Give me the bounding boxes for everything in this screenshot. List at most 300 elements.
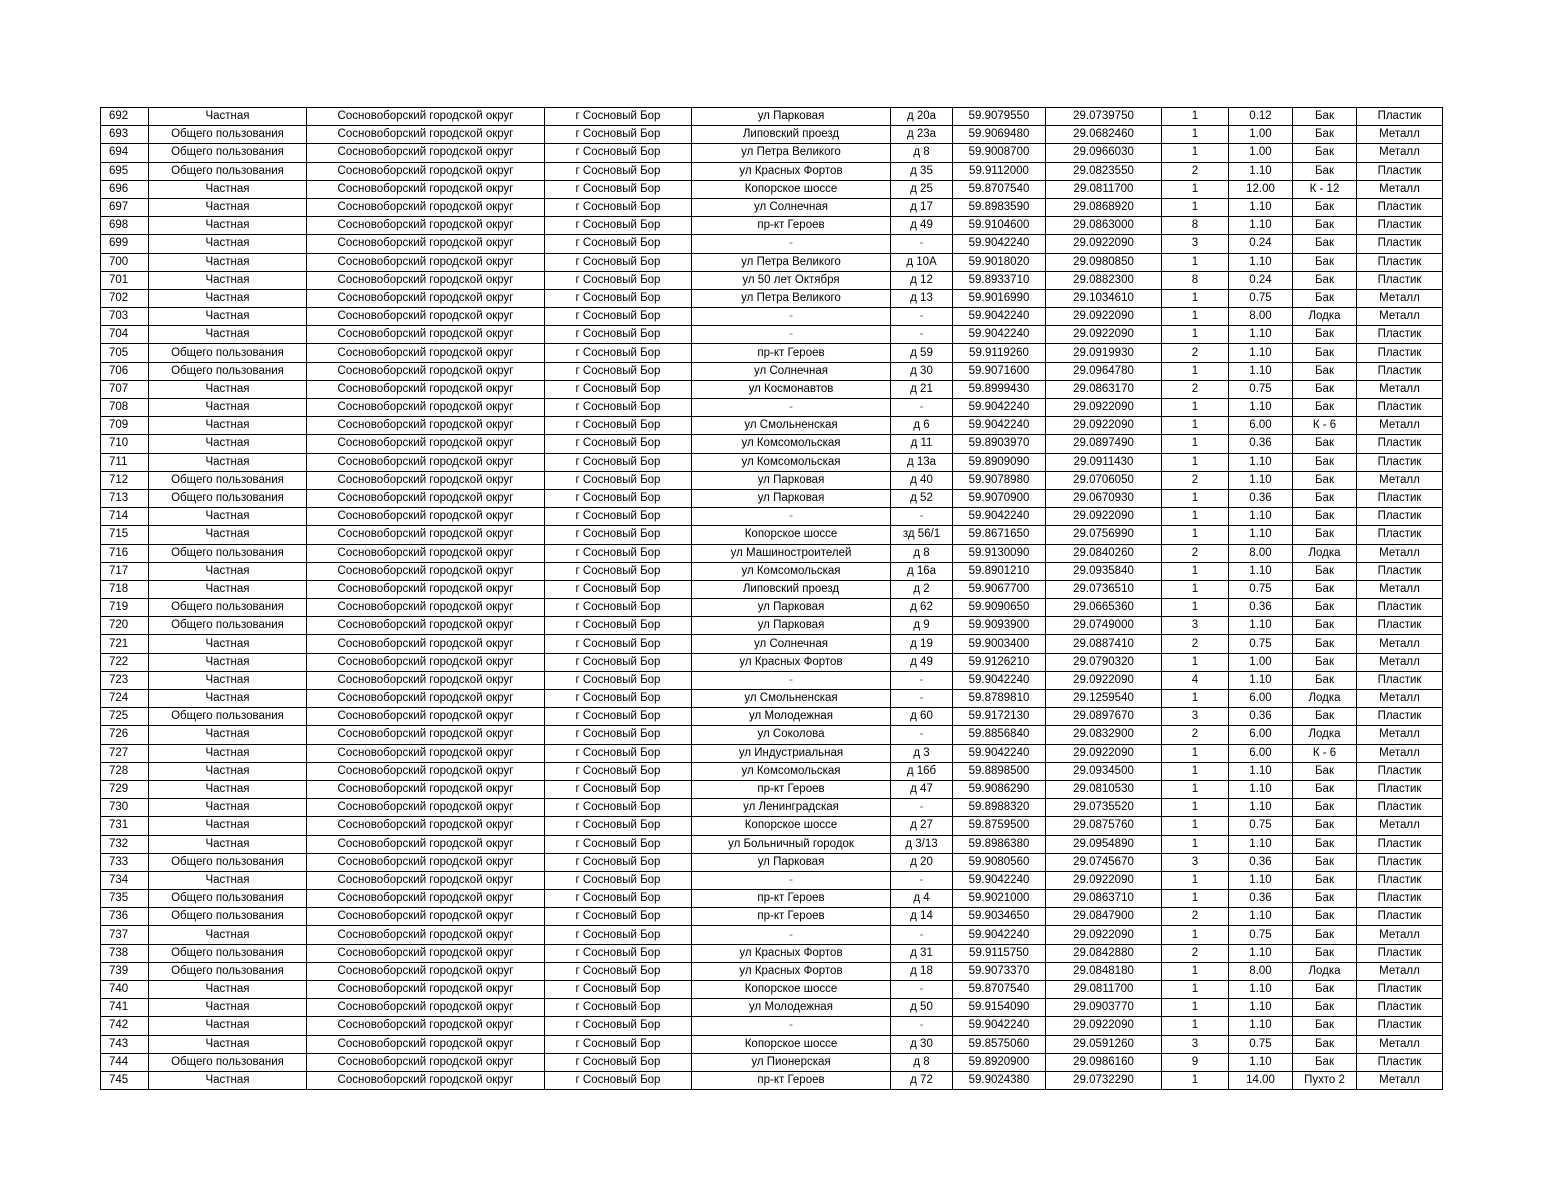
cell-latitude: 59.9042240 bbox=[953, 926, 1046, 944]
cell-container-count: 3 bbox=[1162, 1035, 1229, 1053]
cell-container-count: 1 bbox=[1162, 108, 1229, 126]
table-row bbox=[101, 962, 1443, 980]
cell-material: Металл bbox=[1357, 744, 1443, 762]
cell-volume: 1.10 bbox=[1229, 780, 1293, 798]
cell-settlement: г Сосновый Бор bbox=[545, 762, 692, 780]
cell-municipality: Сосновоборский городской округ bbox=[307, 508, 545, 526]
cell-longitude: 29.0966030 bbox=[1046, 144, 1162, 162]
cell-container-type: Бак bbox=[1293, 344, 1357, 362]
cell-row-number: 745 bbox=[101, 1071, 149, 1089]
cell-municipality: Сосновоборский городской округ bbox=[307, 108, 545, 126]
cell-material: Пластик bbox=[1357, 326, 1443, 344]
cell-street: - bbox=[692, 926, 891, 944]
cell-longitude: 29.0863170 bbox=[1046, 380, 1162, 398]
cell-ownership: Частная bbox=[149, 108, 307, 126]
cell-longitude: 29.0745670 bbox=[1046, 853, 1162, 871]
cell-ownership: Частная bbox=[149, 1071, 307, 1089]
cell-row-number: 718 bbox=[101, 580, 149, 598]
cell-ownership: Частная bbox=[149, 726, 307, 744]
cell-settlement: г Сосновый Бор bbox=[545, 635, 692, 653]
table-row bbox=[101, 744, 1443, 762]
cell-municipality: Сосновоборский городской округ bbox=[307, 799, 545, 817]
cell-settlement: г Сосновый Бор bbox=[545, 362, 692, 380]
cell-street: ул Пионерская bbox=[692, 1053, 891, 1071]
cell-municipality: Сосновоборский городской округ bbox=[307, 217, 545, 235]
cell-material: Пластик bbox=[1357, 453, 1443, 471]
cell-longitude: 29.0875760 bbox=[1046, 817, 1162, 835]
cell-street: - bbox=[692, 671, 891, 689]
cell-row-number: 744 bbox=[101, 1053, 149, 1071]
cell-house: д 3 bbox=[891, 744, 953, 762]
cell-settlement: г Сосновый Бор bbox=[545, 926, 692, 944]
cell-ownership: Частная bbox=[149, 981, 307, 999]
cell-material: Металл bbox=[1357, 1035, 1443, 1053]
cell-municipality: Сосновоборский городской округ bbox=[307, 126, 545, 144]
table-row bbox=[101, 617, 1443, 635]
cell-municipality: Сосновоборский городской округ bbox=[307, 471, 545, 489]
cell-container-count: 1 bbox=[1162, 562, 1229, 580]
cell-municipality: Сосновоборский городской округ bbox=[307, 253, 545, 271]
cell-longitude: 29.0665360 bbox=[1046, 599, 1162, 617]
cell-volume: 1.10 bbox=[1229, 471, 1293, 489]
cell-house: - bbox=[891, 1017, 953, 1035]
cell-row-number: 732 bbox=[101, 835, 149, 853]
cell-container-type: Бак bbox=[1293, 508, 1357, 526]
cell-settlement: г Сосновый Бор bbox=[545, 1035, 692, 1053]
cell-row-number: 720 bbox=[101, 617, 149, 635]
cell-ownership: Частная bbox=[149, 744, 307, 762]
cell-material: Пластик bbox=[1357, 671, 1443, 689]
cell-row-number: 693 bbox=[101, 126, 149, 144]
cell-house: д 8 bbox=[891, 1053, 953, 1071]
cell-ownership: Частная bbox=[149, 180, 307, 198]
cell-longitude: 29.0986160 bbox=[1046, 1053, 1162, 1071]
cell-volume: 1.10 bbox=[1229, 1053, 1293, 1071]
cell-volume: 1.10 bbox=[1229, 981, 1293, 999]
cell-material: Пластик bbox=[1357, 617, 1443, 635]
cell-house: д 9 bbox=[891, 617, 953, 635]
cell-row-number: 722 bbox=[101, 653, 149, 671]
cell-latitude: 59.9042240 bbox=[953, 508, 1046, 526]
cell-ownership: Частная bbox=[149, 762, 307, 780]
cell-container-count: 1 bbox=[1162, 289, 1229, 307]
table-row bbox=[101, 981, 1443, 999]
cell-settlement: г Сосновый Бор bbox=[545, 399, 692, 417]
cell-street: ул Парковая bbox=[692, 489, 891, 507]
cell-longitude: 29.0810530 bbox=[1046, 780, 1162, 798]
cell-ownership: Общего пользования bbox=[149, 344, 307, 362]
table-row bbox=[101, 526, 1443, 544]
cell-municipality: Сосновоборский городской округ bbox=[307, 362, 545, 380]
cell-latitude: 59.9130090 bbox=[953, 544, 1046, 562]
cell-house: д 8 bbox=[891, 144, 953, 162]
cell-longitude: 29.0756990 bbox=[1046, 526, 1162, 544]
cell-container-type: Бак bbox=[1293, 489, 1357, 507]
cell-volume: 0.36 bbox=[1229, 489, 1293, 507]
cell-row-number: 725 bbox=[101, 708, 149, 726]
cell-latitude: 59.9172130 bbox=[953, 708, 1046, 726]
table-row bbox=[101, 871, 1443, 889]
cell-house: д 59 bbox=[891, 344, 953, 362]
cell-volume: 1.10 bbox=[1229, 526, 1293, 544]
cell-material: Пластик bbox=[1357, 599, 1443, 617]
table-body bbox=[101, 108, 1443, 1090]
cell-settlement: г Сосновый Бор bbox=[545, 508, 692, 526]
cell-longitude: 29.0706050 bbox=[1046, 471, 1162, 489]
cell-volume: 6.00 bbox=[1229, 726, 1293, 744]
cell-latitude: 59.9070900 bbox=[953, 489, 1046, 507]
cell-street: пр-кт Героев bbox=[692, 780, 891, 798]
table-row bbox=[101, 180, 1443, 198]
cell-latitude: 59.8707540 bbox=[953, 981, 1046, 999]
cell-volume: 12.00 bbox=[1229, 180, 1293, 198]
cell-row-number: 695 bbox=[101, 162, 149, 180]
cell-volume: 1.10 bbox=[1229, 344, 1293, 362]
cell-street: пр-кт Героев bbox=[692, 890, 891, 908]
cell-material: Пластик bbox=[1357, 981, 1443, 999]
cell-longitude: 29.0954890 bbox=[1046, 835, 1162, 853]
cell-container-count: 1 bbox=[1162, 926, 1229, 944]
cell-longitude: 29.0911430 bbox=[1046, 453, 1162, 471]
cell-ownership: Общего пользования bbox=[149, 599, 307, 617]
cell-row-number: 697 bbox=[101, 198, 149, 216]
table-row bbox=[101, 271, 1443, 289]
cell-longitude: 29.1259540 bbox=[1046, 690, 1162, 708]
cell-street: ул Петра Великого bbox=[692, 253, 891, 271]
cell-latitude: 59.9034650 bbox=[953, 908, 1046, 926]
cell-settlement: г Сосновый Бор bbox=[545, 417, 692, 435]
cell-row-number: 699 bbox=[101, 235, 149, 253]
cell-settlement: г Сосновый Бор bbox=[545, 744, 692, 762]
cell-volume: 0.36 bbox=[1229, 435, 1293, 453]
cell-ownership: Общего пользования bbox=[149, 890, 307, 908]
cell-container-type: К - 12 bbox=[1293, 180, 1357, 198]
cell-house: - bbox=[891, 508, 953, 526]
cell-ownership: Общего пользования bbox=[149, 908, 307, 926]
cell-row-number: 710 bbox=[101, 435, 149, 453]
cell-municipality: Сосновоборский городской округ bbox=[307, 162, 545, 180]
cell-municipality: Сосновоборский городской округ bbox=[307, 962, 545, 980]
cell-settlement: г Сосновый Бор bbox=[545, 799, 692, 817]
cell-street: пр-кт Героев bbox=[692, 344, 891, 362]
table-row bbox=[101, 817, 1443, 835]
cell-container-type: Бак bbox=[1293, 526, 1357, 544]
cell-ownership: Общего пользования bbox=[149, 962, 307, 980]
cell-house: д 62 bbox=[891, 599, 953, 617]
cell-municipality: Сосновоборский городской округ bbox=[307, 981, 545, 999]
cell-ownership: Частная bbox=[149, 217, 307, 235]
cell-settlement: г Сосновый Бор bbox=[545, 871, 692, 889]
cell-row-number: 704 bbox=[101, 326, 149, 344]
cell-street: Копорское шоссе bbox=[692, 817, 891, 835]
cell-longitude: 29.0980850 bbox=[1046, 253, 1162, 271]
cell-material: Пластик bbox=[1357, 235, 1443, 253]
cell-house: - bbox=[891, 799, 953, 817]
cell-municipality: Сосновоборский городской округ bbox=[307, 417, 545, 435]
cell-house: д 50 bbox=[891, 999, 953, 1017]
cell-volume: 0.36 bbox=[1229, 708, 1293, 726]
cell-container-count: 2 bbox=[1162, 471, 1229, 489]
cell-settlement: г Сосновый Бор bbox=[545, 1053, 692, 1071]
cell-row-number: 731 bbox=[101, 817, 149, 835]
cell-ownership: Частная bbox=[149, 380, 307, 398]
cell-settlement: г Сосновый Бор bbox=[545, 671, 692, 689]
cell-container-type: Бак bbox=[1293, 599, 1357, 617]
cell-row-number: 698 bbox=[101, 217, 149, 235]
cell-latitude: 59.9093900 bbox=[953, 617, 1046, 635]
cell-row-number: 692 bbox=[101, 108, 149, 126]
cell-settlement: г Сосновый Бор bbox=[545, 1017, 692, 1035]
cell-ownership: Общего пользования bbox=[149, 471, 307, 489]
cell-volume: 1.10 bbox=[1229, 671, 1293, 689]
cell-longitude: 29.0863000 bbox=[1046, 217, 1162, 235]
cell-ownership: Частная bbox=[149, 289, 307, 307]
cell-container-type: Лодка bbox=[1293, 544, 1357, 562]
cell-ownership: Общего пользования bbox=[149, 489, 307, 507]
cell-container-type: Бак bbox=[1293, 890, 1357, 908]
cell-latitude: 59.9042240 bbox=[953, 1017, 1046, 1035]
cell-container-type: Бак bbox=[1293, 671, 1357, 689]
cell-house: д 47 bbox=[891, 780, 953, 798]
cell-municipality: Сосновоборский городской округ bbox=[307, 708, 545, 726]
cell-row-number: 735 bbox=[101, 890, 149, 908]
cell-street: - bbox=[692, 508, 891, 526]
cell-volume: 1.10 bbox=[1229, 871, 1293, 889]
cell-municipality: Сосновоборский городской округ bbox=[307, 599, 545, 617]
cell-latitude: 59.9042240 bbox=[953, 235, 1046, 253]
cell-container-type: Бак bbox=[1293, 908, 1357, 926]
cell-street: ул Парковая bbox=[692, 599, 891, 617]
cell-house: д 3/13 bbox=[891, 835, 953, 853]
cell-house: д 21 bbox=[891, 380, 953, 398]
cell-latitude: 59.8933710 bbox=[953, 271, 1046, 289]
cell-municipality: Сосновоборский городской округ bbox=[307, 289, 545, 307]
table-row bbox=[101, 999, 1443, 1017]
cell-latitude: 59.9073370 bbox=[953, 962, 1046, 980]
cell-house: д 25 bbox=[891, 180, 953, 198]
cell-container-count: 1 bbox=[1162, 871, 1229, 889]
cell-container-count: 1 bbox=[1162, 962, 1229, 980]
table-row bbox=[101, 1071, 1443, 1089]
cell-volume: 1.10 bbox=[1229, 944, 1293, 962]
cell-row-number: 738 bbox=[101, 944, 149, 962]
cell-latitude: 59.9119260 bbox=[953, 344, 1046, 362]
cell-container-type: Лодка bbox=[1293, 726, 1357, 744]
cell-ownership: Частная bbox=[149, 271, 307, 289]
cell-row-number: 712 bbox=[101, 471, 149, 489]
cell-material: Пластик bbox=[1357, 799, 1443, 817]
cell-house: - bbox=[891, 871, 953, 889]
cell-settlement: г Сосновый Бор bbox=[545, 526, 692, 544]
cell-material: Пластик bbox=[1357, 908, 1443, 926]
cell-settlement: г Сосновый Бор bbox=[545, 217, 692, 235]
cell-row-number: 739 bbox=[101, 962, 149, 980]
cell-municipality: Сосновоборский городской округ bbox=[307, 235, 545, 253]
cell-row-number: 696 bbox=[101, 180, 149, 198]
cell-house: д 20а bbox=[891, 108, 953, 126]
cell-longitude: 29.0736510 bbox=[1046, 580, 1162, 598]
cell-container-type: Бак bbox=[1293, 944, 1357, 962]
cell-container-count: 1 bbox=[1162, 526, 1229, 544]
cell-material: Металл bbox=[1357, 726, 1443, 744]
cell-row-number: 727 bbox=[101, 744, 149, 762]
cell-street: Липовский проезд bbox=[692, 126, 891, 144]
cell-house: д 49 bbox=[891, 653, 953, 671]
cell-row-number: 713 bbox=[101, 489, 149, 507]
cell-material: Металл bbox=[1357, 962, 1443, 980]
cell-settlement: г Сосновый Бор bbox=[545, 308, 692, 326]
cell-volume: 0.75 bbox=[1229, 580, 1293, 598]
cell-latitude: 59.9115750 bbox=[953, 944, 1046, 962]
cell-latitude: 59.8988320 bbox=[953, 799, 1046, 817]
cell-longitude: 29.0591260 bbox=[1046, 1035, 1162, 1053]
cell-municipality: Сосновоборский городской округ bbox=[307, 835, 545, 853]
table-row bbox=[101, 453, 1443, 471]
cell-longitude: 29.0842880 bbox=[1046, 944, 1162, 962]
cell-volume: 0.75 bbox=[1229, 926, 1293, 944]
cell-volume: 1.10 bbox=[1229, 617, 1293, 635]
cell-material: Пластик bbox=[1357, 780, 1443, 798]
cell-ownership: Частная bbox=[149, 999, 307, 1017]
cell-ownership: Частная bbox=[149, 635, 307, 653]
cell-municipality: Сосновоборский городской округ bbox=[307, 999, 545, 1017]
cell-container-type: Бак bbox=[1293, 853, 1357, 871]
cell-street: ул Молодежная bbox=[692, 999, 891, 1017]
cell-latitude: 59.8671650 bbox=[953, 526, 1046, 544]
cell-container-count: 1 bbox=[1162, 198, 1229, 216]
cell-row-number: 741 bbox=[101, 999, 149, 1017]
cell-municipality: Сосновоборский городской округ bbox=[307, 562, 545, 580]
cell-house: д 13а bbox=[891, 453, 953, 471]
cell-container-type: Бак bbox=[1293, 926, 1357, 944]
cell-longitude: 29.0790320 bbox=[1046, 653, 1162, 671]
cell-ownership: Частная bbox=[149, 926, 307, 944]
cell-row-number: 703 bbox=[101, 308, 149, 326]
cell-container-count: 2 bbox=[1162, 726, 1229, 744]
table-row bbox=[101, 289, 1443, 307]
table-row bbox=[101, 726, 1443, 744]
table-row bbox=[101, 708, 1443, 726]
cell-settlement: г Сосновый Бор bbox=[545, 835, 692, 853]
cell-container-count: 1 bbox=[1162, 144, 1229, 162]
cell-volume: 0.75 bbox=[1229, 817, 1293, 835]
cell-material: Пластик bbox=[1357, 435, 1443, 453]
cell-ownership: Общего пользования bbox=[149, 362, 307, 380]
cell-street: ул Солнечная bbox=[692, 198, 891, 216]
cell-container-type: Бак bbox=[1293, 162, 1357, 180]
cell-row-number: 711 bbox=[101, 453, 149, 471]
cell-municipality: Сосновоборский городской округ bbox=[307, 871, 545, 889]
cell-ownership: Частная bbox=[149, 326, 307, 344]
cell-material: Пластик bbox=[1357, 253, 1443, 271]
cell-container-count: 1 bbox=[1162, 599, 1229, 617]
cell-street: ул Машиностроителей bbox=[692, 544, 891, 562]
cell-longitude: 29.0934500 bbox=[1046, 762, 1162, 780]
cell-house: д 16а bbox=[891, 562, 953, 580]
cell-row-number: 715 bbox=[101, 526, 149, 544]
cell-ownership: Частная bbox=[149, 780, 307, 798]
cell-container-count: 1 bbox=[1162, 508, 1229, 526]
cell-row-number: 716 bbox=[101, 544, 149, 562]
cell-municipality: Сосновоборский городской округ bbox=[307, 817, 545, 835]
cell-container-type: Бак bbox=[1293, 108, 1357, 126]
cell-container-type: Бак bbox=[1293, 580, 1357, 598]
cell-house: д 31 bbox=[891, 944, 953, 962]
cell-street: Копорское шоссе bbox=[692, 180, 891, 198]
table-row bbox=[101, 944, 1443, 962]
cell-longitude: 29.0922090 bbox=[1046, 235, 1162, 253]
cell-material: Пластик bbox=[1357, 1053, 1443, 1071]
cell-volume: 0.36 bbox=[1229, 890, 1293, 908]
cell-volume: 0.24 bbox=[1229, 271, 1293, 289]
cell-house: д 49 bbox=[891, 217, 953, 235]
cell-ownership: Частная bbox=[149, 871, 307, 889]
cell-settlement: г Сосновый Бор bbox=[545, 180, 692, 198]
cell-container-count: 2 bbox=[1162, 380, 1229, 398]
cell-municipality: Сосновоборский городской округ bbox=[307, 617, 545, 635]
cell-material: Пластик bbox=[1357, 890, 1443, 908]
cell-latitude: 59.9071600 bbox=[953, 362, 1046, 380]
cell-street: - bbox=[692, 235, 891, 253]
cell-house: д 20 bbox=[891, 853, 953, 871]
cell-volume: 0.36 bbox=[1229, 853, 1293, 871]
table-row bbox=[101, 217, 1443, 235]
cell-container-type: Бак bbox=[1293, 708, 1357, 726]
table-row bbox=[101, 635, 1443, 653]
cell-container-type: Бак bbox=[1293, 1017, 1357, 1035]
table-row bbox=[101, 344, 1443, 362]
cell-container-type: Лодка bbox=[1293, 962, 1357, 980]
cell-ownership: Частная bbox=[149, 308, 307, 326]
cell-row-number: 724 bbox=[101, 690, 149, 708]
cell-latitude: 59.8856840 bbox=[953, 726, 1046, 744]
cell-street: ул Ленинградская bbox=[692, 799, 891, 817]
cell-longitude: 29.0922090 bbox=[1046, 671, 1162, 689]
cell-street: ул Парковая bbox=[692, 471, 891, 489]
cell-volume: 1.10 bbox=[1229, 762, 1293, 780]
cell-street: ул Смольненская bbox=[692, 417, 891, 435]
cell-container-count: 1 bbox=[1162, 453, 1229, 471]
cell-container-count: 9 bbox=[1162, 1053, 1229, 1071]
cell-latitude: 59.8759500 bbox=[953, 817, 1046, 835]
cell-settlement: г Сосновый Бор bbox=[545, 617, 692, 635]
cell-container-type: Бак bbox=[1293, 217, 1357, 235]
cell-ownership: Частная bbox=[149, 1017, 307, 1035]
cell-material: Пластик bbox=[1357, 108, 1443, 126]
cell-volume: 1.00 bbox=[1229, 653, 1293, 671]
table-row bbox=[101, 435, 1443, 453]
cell-container-count: 1 bbox=[1162, 126, 1229, 144]
cell-volume: 1.10 bbox=[1229, 253, 1293, 271]
cell-municipality: Сосновоборский городской округ bbox=[307, 944, 545, 962]
cell-container-count: 3 bbox=[1162, 235, 1229, 253]
cell-municipality: Сосновоборский городской округ bbox=[307, 144, 545, 162]
cell-municipality: Сосновоборский городской округ bbox=[307, 198, 545, 216]
cell-settlement: г Сосновый Бор bbox=[545, 435, 692, 453]
cell-settlement: г Сосновый Бор bbox=[545, 126, 692, 144]
cell-settlement: г Сосновый Бор bbox=[545, 562, 692, 580]
cell-street: - bbox=[692, 308, 891, 326]
cell-material: Пластик bbox=[1357, 526, 1443, 544]
cell-volume: 1.10 bbox=[1229, 908, 1293, 926]
cell-container-count: 1 bbox=[1162, 1071, 1229, 1089]
cell-street: ул Молодежная bbox=[692, 708, 891, 726]
cell-house: д 13 bbox=[891, 289, 953, 307]
cell-latitude: 59.8986380 bbox=[953, 835, 1046, 853]
cell-latitude: 59.9154090 bbox=[953, 999, 1046, 1017]
table-row bbox=[101, 235, 1443, 253]
cell-container-count: 8 bbox=[1162, 271, 1229, 289]
